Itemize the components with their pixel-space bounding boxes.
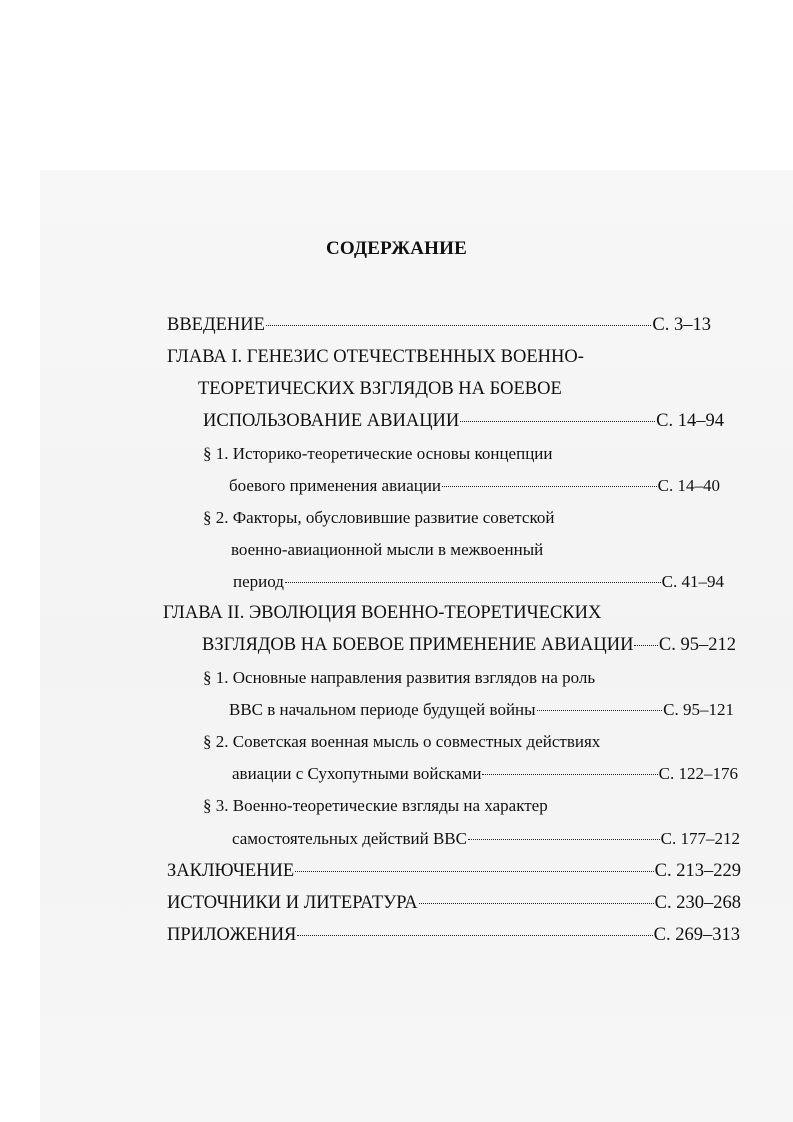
toc-label: ЗАКЛЮЧЕНИЕ bbox=[167, 861, 295, 881]
toc-label: ВЗГЛЯДОВ НА БОЕВОЕ ПРИМЕНЕНИЕ АВИАЦИИ bbox=[202, 635, 634, 655]
toc-page-range: С. 122–176 bbox=[658, 764, 738, 783]
toc-page-range: С. 269–313 bbox=[653, 925, 740, 945]
toc-page-range: С. 213–229 bbox=[654, 861, 741, 881]
toc-entry-chapter-2[interactable] bbox=[202, 633, 736, 657]
toc-page-range: С. 14–94 bbox=[656, 411, 724, 431]
toc-label: ПРИЛОЖЕНИЯ bbox=[167, 925, 297, 945]
toc-section-2-3[interactable]: § 3. Военно-теоретические взгляды на характер bbox=[203, 796, 548, 815]
toc-entry-chapter-1[interactable] bbox=[203, 409, 724, 433]
toc-page-range: С. 3–13 bbox=[652, 315, 711, 335]
toc-page-range: С. 177–212 bbox=[660, 829, 740, 848]
toc-leader-dots bbox=[537, 710, 663, 711]
toc-label: самостоятельных действий ВВС bbox=[232, 829, 467, 848]
toc-section-2-2[interactable]: § 2. Советская военная мысль о совместных действиях bbox=[203, 732, 601, 751]
toc-section-1-1[interactable]: § 1. Историко-теоретические основы концепции bbox=[203, 444, 553, 463]
toc-leader-dots bbox=[634, 645, 657, 646]
toc-chapter-1-heading[interactable]: ГЛАВА I. ГЕНЕЗИС ОТЕЧЕСТВЕННЫХ ВОЕННО- bbox=[167, 347, 584, 367]
toc-leader-dots bbox=[266, 325, 651, 326]
toc-label: боевого применения авиации bbox=[229, 476, 442, 495]
toc-chapter-2-heading[interactable]: ГЛАВА II. ЭВОЛЮЦИЯ ВОЕННО-ТЕОРЕТИЧЕСКИХ bbox=[163, 603, 602, 623]
toc-page-range: С. 14–40 bbox=[657, 476, 720, 495]
toc-page-range: С. 95–121 bbox=[663, 700, 734, 719]
toc-label: ИСПОЛЬЗОВАНИЕ АВИАЦИИ bbox=[203, 411, 460, 431]
toc-section-1-2[interactable]: § 2. Факторы, обусловившие развитие советской bbox=[203, 508, 555, 527]
toc-leader-dots bbox=[468, 839, 660, 840]
toc-label: период bbox=[233, 572, 284, 591]
toc-leader-dots bbox=[482, 774, 657, 775]
toc-leader-dots bbox=[295, 871, 653, 872]
toc-label: ВВЕДЕНИЕ bbox=[167, 315, 265, 335]
toc-label: ВВС в начальном периоде будущей войны bbox=[229, 700, 536, 719]
toc-section-2-1[interactable]: § 1. Основные направления развития взглядов на роль bbox=[203, 668, 596, 687]
toc-entry-section-2-3[interactable] bbox=[232, 827, 740, 851]
toc-entry-sources[interactable] bbox=[167, 891, 741, 915]
toc-entry-section-2-2[interactable] bbox=[232, 762, 738, 786]
toc-entry-appendix[interactable] bbox=[167, 923, 740, 947]
toc-page-range: С. 230–268 bbox=[654, 893, 741, 913]
toc-leader-dots bbox=[442, 486, 657, 487]
toc-entry-section-2-1[interactable] bbox=[229, 698, 734, 722]
toc-page-range: С. 41–94 bbox=[661, 572, 724, 591]
toc-label: авиации с Сухопутными войсками bbox=[232, 764, 482, 783]
toc-section-1-2-cont: военно-авиационной мысли в межвоенный bbox=[231, 540, 544, 559]
toc-label: ИСТОЧНИКИ И ЛИТЕРАТУРА bbox=[167, 893, 418, 913]
page-title: СОДЕРЖАНИЕ bbox=[326, 238, 467, 259]
toc-page-range: С. 95–212 bbox=[658, 635, 736, 655]
toc-leader-dots bbox=[460, 421, 655, 422]
toc-entry-conclusion[interactable] bbox=[167, 859, 741, 883]
toc-entry-section-1-1[interactable] bbox=[229, 474, 720, 498]
toc-leader-dots bbox=[285, 582, 661, 583]
toc-entry-intro[interactable] bbox=[167, 313, 711, 337]
toc-chapter-1-heading-cont: ТЕОРЕТИЧЕСКИХ ВЗГЛЯДОВ НА БОЕВОЕ bbox=[198, 379, 562, 399]
toc-leader-dots bbox=[419, 903, 654, 904]
toc-leader-dots bbox=[297, 935, 652, 936]
toc-entry-section-1-2[interactable] bbox=[233, 570, 724, 594]
